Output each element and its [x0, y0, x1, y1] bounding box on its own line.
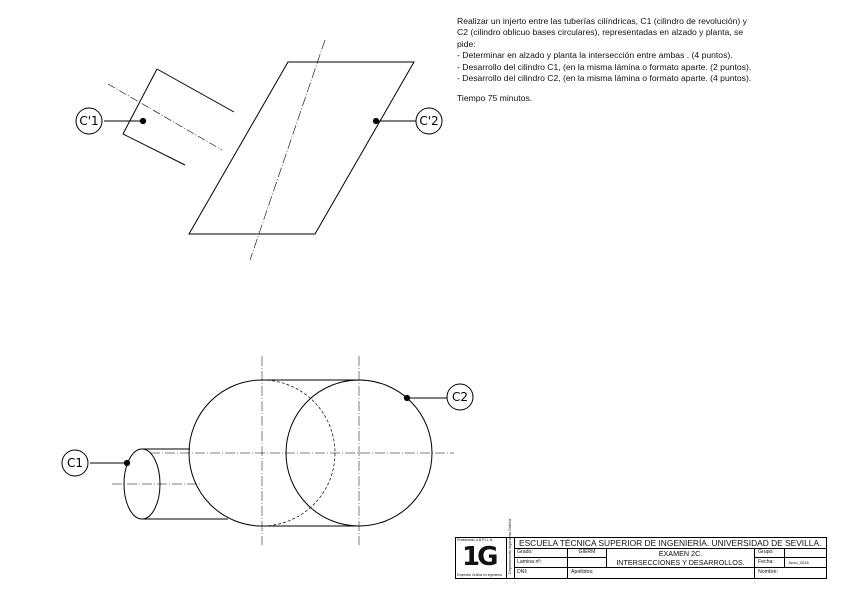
statement-line: - Desarrollo del cilindro C2, (en la misma lámina o formato aparte. (4 puntos). — [457, 73, 752, 84]
grupo-label: Grupo: — [755, 548, 785, 558]
elevation-cylinder-c2 — [189, 40, 416, 260]
nombre-label: Nombre: — [758, 569, 778, 575]
exam-time: Tiempo 75 minutos. — [457, 93, 533, 104]
logo-mark: 1G — [462, 542, 496, 572]
statement-line: - Determinar en alzado y planta la intersección entre ambas . (4 puntos). — [457, 50, 733, 61]
fecha-value: Junio_2016 — [785, 558, 827, 568]
apellidos-label: Apellidos: — [568, 568, 755, 578]
elevation-cylinder-c1 — [104, 69, 234, 165]
fecha-label: Fecha: — [755, 558, 785, 568]
exam-subtitle: INTERSECCIONES Y DESARROLLOS. — [616, 558, 745, 567]
department-vertical: Departamento Ingeniería Gráfica — [506, 538, 515, 578]
lamina-label: Lamina nº: — [514, 558, 568, 568]
statement-line: - Desarrollo del cilindro C1, (en la misma lámina o formato aparte. (2 puntos). — [457, 61, 752, 72]
grado-value: GIERM — [568, 548, 607, 558]
label-c1-plan: C1 — [66, 456, 84, 470]
grado-label: Grado: — [514, 548, 568, 558]
plan-view — [90, 356, 454, 545]
department-logo: Profesorado: A.B.P.J.L.N. 1G Expresión Gráfica en Ingeniería — [456, 538, 507, 578]
title-block — [455, 518, 827, 579]
statement-line: pide: — [457, 38, 476, 49]
lamina-value — [568, 558, 607, 568]
exam-title: EXAMEN 2C. — [658, 549, 703, 558]
exam-title-cell — [607, 548, 755, 568]
label-c2-plan: C2 — [451, 390, 469, 404]
dni-label: DNI: — [514, 568, 568, 578]
statement-line: Realizar un injerto entre las tuberías cilíndricas, C1 (cilindro de revolución) y — [457, 16, 747, 26]
school-name: ESCUELA TÉCNICA SUPERIOR DE INGENIERÍA. UNIVERSIDAD DE SEVILLA. — [514, 538, 826, 549]
label-c1-elevation: C'1 — [79, 114, 99, 128]
exam-statement — [457, 16, 833, 105]
statement-line: C2 (cilindro oblicuo bases circulares), representadas en alzado y planta, se — [457, 27, 744, 38]
grupo-value — [785, 548, 827, 558]
label-c2-elevation: C'2 — [419, 114, 439, 128]
